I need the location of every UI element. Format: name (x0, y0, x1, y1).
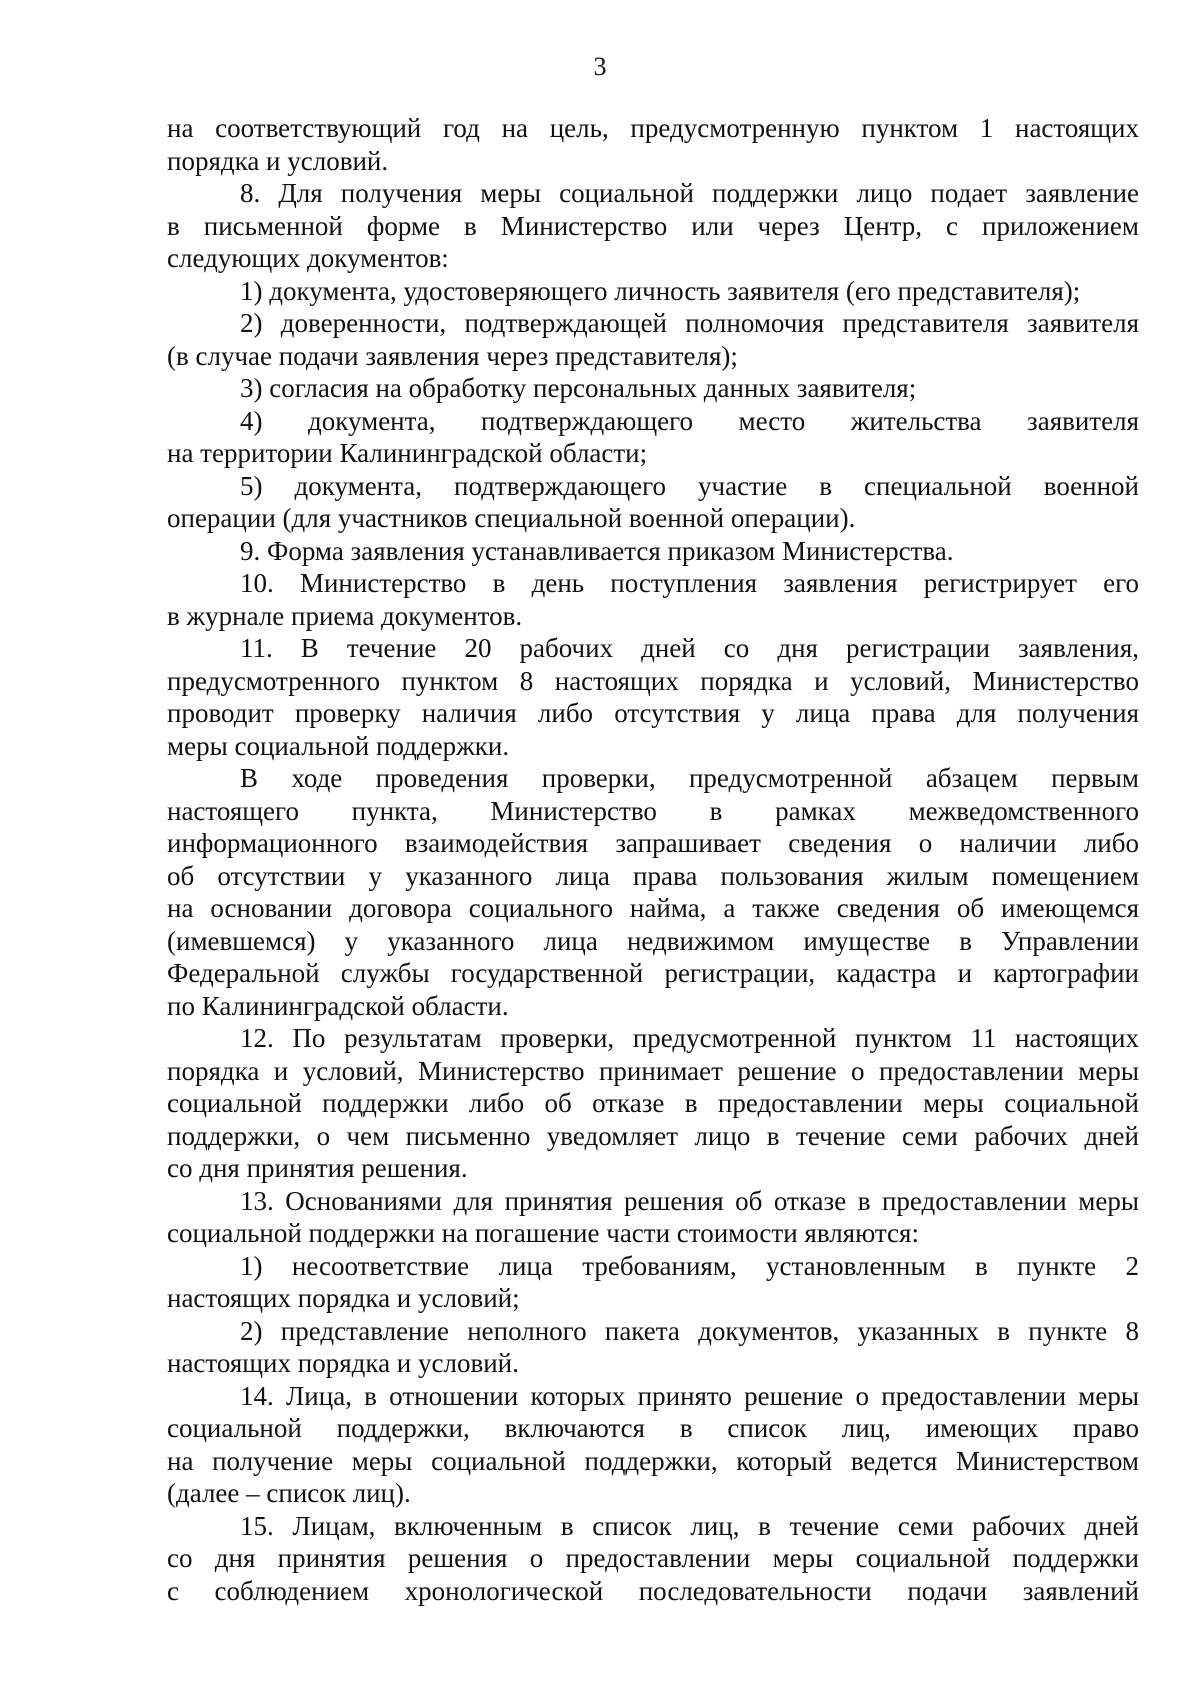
text-line: по Калининградской области. (167, 990, 509, 1021)
text-line: 3) согласия на обработку персональных данных заявителя; (240, 373, 917, 403)
text-line: 1) несоответствие лица требованиям, установленным в пункте 2 (240, 1250, 1139, 1281)
text-line: (в случае подачи заявления через представителя); (167, 340, 738, 371)
text-line: порядка и условий, Министерство принимает решение о предоставлении меры (167, 1055, 1139, 1086)
text-line: порядка и условий. (167, 145, 389, 176)
text-line: 4) документа, подтверждающего место жительства заявителя (240, 405, 1139, 436)
text-line: социальной поддержки на погашение части стоимости являются: (167, 1218, 919, 1248)
text-line: 5) документа, подтверждающего участие в специальной военной (240, 470, 1139, 501)
document-body (167, 112, 1139, 1607)
text-line: 14. Лица, в отношении которых принято решение о предоставлении меры (240, 1380, 1139, 1411)
text-line: предусмотренного пунктом 8 настоящих порядка и условий, Министерство (167, 665, 1139, 696)
text-line: в письменной форме в Министерство или через Центр, с приложением (167, 210, 1139, 241)
text-line: настоящего пункта, Министерство в рамках межведомственного (167, 795, 1139, 826)
text-line: социальной поддержки, включаются в список лиц, имеющих право (167, 1413, 1139, 1443)
text-line: 10. Министерство в день поступления заявления регистрирует его (240, 568, 1139, 598)
text-line: проводит проверку наличия либо отсутствия у лица права для получения (167, 698, 1139, 728)
text-line: 1) документа, удостоверяющего личность заявителя (его представителя); (240, 275, 1081, 306)
text-line: на основании договора социального найма, а также сведения об имеющемся (167, 893, 1139, 923)
text-line: Федеральной службы государственной регистрации, кадастра и картографии (167, 958, 1139, 988)
text-line: на получение меры социальной поддержки, который ведется Министерством (167, 1445, 1139, 1476)
text-line: меры социальной поддержки. (167, 730, 510, 761)
text-line: информационного взаимодействия запрашивает сведения о наличии либо (167, 828, 1139, 858)
text-line: 12. По результатам проверки, предусмотренной пунктом 11 настоящих (240, 1023, 1139, 1053)
text-line: 11. В течение 20 рабочих дней со дня регистрации заявления, (240, 633, 1139, 663)
text-line: операции (для участников специальной военной операции). (167, 503, 856, 533)
text-line: на территории Калининградской области; (167, 438, 648, 468)
text-line: в журнале приема документов. (167, 600, 523, 631)
text-line: поддержки, о чем письменно уведомляет лицо в течение семи рабочих дней (167, 1120, 1139, 1151)
text-line: со дня принятия решения о предоставлении меры социальной поддержки (167, 1543, 1139, 1573)
text-line: 2) доверенности, подтверждающей полномочия представителя заявителя (240, 308, 1139, 338)
text-line: настоящих порядка и условий. (167, 1348, 519, 1378)
text-line: 8. Для получения меры социальной поддержки лицо подает заявление (240, 178, 1139, 208)
page-number: 3 (593, 52, 607, 81)
text-line: на соответствующий год на цель, предусмотренную пунктом 1 настоящих (167, 113, 1139, 143)
text-line: 9. Форма заявления устанавливается приказом Министерства. (240, 535, 954, 566)
text-line: следующих документов: (167, 243, 449, 273)
text-line: 2) представление неполного пакета документов, указанных в пункте 8 (240, 1315, 1139, 1346)
text-line: с соблюдением хронологической последовательности подачи заявлений (167, 1575, 1139, 1606)
text-line: 15. Лицам, включенным в список лиц, в течение семи рабочих дней (240, 1510, 1139, 1541)
text-line: настоящих порядка и условий; (167, 1283, 520, 1313)
text-line: об отсутствии у указанного лица права пользования жилым помещением (167, 860, 1139, 891)
text-line: (далее – список лиц). (167, 1478, 411, 1508)
text-line: со дня принятия решения. (167, 1153, 468, 1183)
text-line: 13. Основаниями для принятия решения об отказе в предоставлении меры (240, 1185, 1139, 1216)
text-line: В ходе проведения проверки, предусмотренной абзацем первым (240, 763, 1139, 793)
text-line: социальной поддержки либо об отказе в предоставлении меры социальной (167, 1088, 1139, 1118)
text-line: (имевшемся) у указанного лица недвижимом имуществе в Управлении (167, 925, 1139, 956)
